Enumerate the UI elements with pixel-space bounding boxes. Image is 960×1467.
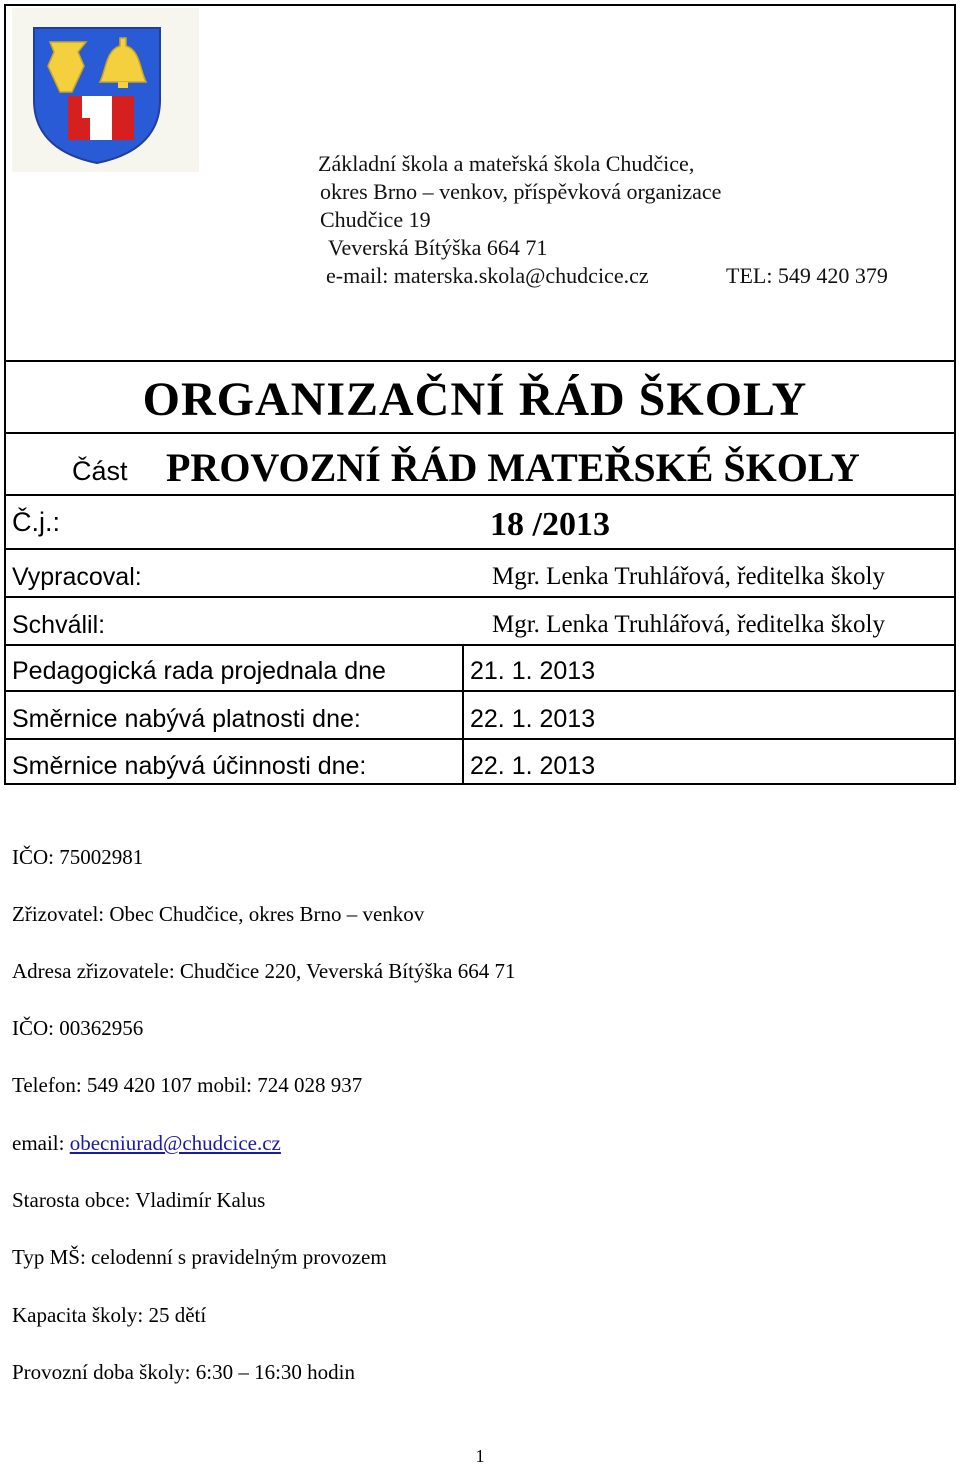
- founder-email: [12, 1131, 281, 1156]
- founder: Zřizovatel: Obec Chudčice, okres Brno – venkov: [12, 902, 425, 926]
- prepared-label: Vypracoval:: [12, 563, 142, 591]
- effect-label: Směrnice nabývá účinnosti dne:: [12, 752, 367, 780]
- column-divider: [462, 644, 464, 785]
- coat-of-arms: [12, 8, 199, 172]
- divider: [4, 738, 956, 740]
- approved-label: Schválil:: [12, 611, 106, 639]
- divider: [4, 596, 956, 598]
- cj-value: 18 /2013: [490, 506, 610, 543]
- council-value: 21. 1. 2013: [470, 657, 596, 685]
- prepared-value: Mgr. Lenka Truhlářová, ředitelka školy: [492, 563, 885, 590]
- validity-value: 22. 1. 2013: [470, 705, 596, 733]
- cj-label: Č.j.:: [12, 507, 61, 537]
- divider: [4, 690, 956, 692]
- approved-value: Mgr. Lenka Truhlářová, ředitelka školy: [492, 611, 885, 638]
- effect-value: 22. 1. 2013: [470, 752, 596, 780]
- school-email: e-mail: materska.skola@chudcice.cz: [326, 263, 649, 288]
- school-city: Veverská Bítýška 664 71: [328, 235, 548, 260]
- school-phone: TEL: 549 420 379: [726, 263, 888, 288]
- operating-hours: Provozní doba školy: 6:30 – 16:30 hodin: [12, 1360, 355, 1384]
- part-label: Část: [72, 456, 128, 486]
- founder-phone: Telefon: 549 420 107 mobil: 724 028 937: [12, 1073, 363, 1097]
- validity-label: Směrnice nabývá platnosti dne:: [12, 705, 361, 733]
- divider: [4, 548, 956, 550]
- school-ico: IČO: 75002981: [12, 845, 144, 869]
- document-subtitle: PROVOZNÍ ŘÁD MATEŘSKÉ ŠKOLY: [166, 445, 860, 490]
- document-title-text: ORGANIZAČNÍ ŘÁD ŠKOLY: [142, 373, 808, 426]
- email-link[interactable]: obecniurad@chudcice.cz: [69, 1131, 281, 1155]
- school-street: Chudčice 19: [320, 207, 431, 232]
- school-capacity: Kapacita školy: 25 dětí: [12, 1303, 207, 1327]
- school-district: okres Brno – venkov, příspěvková organizace: [320, 179, 722, 204]
- page-number: 1: [475, 1446, 485, 1466]
- council-label: Pedagogická rada projednala dne: [12, 657, 386, 685]
- email-label: email:: [12, 1131, 65, 1155]
- founder-ico: IČO: 00362956: [12, 1016, 144, 1040]
- document-title: [0, 372, 960, 427]
- divider: [4, 494, 956, 496]
- school-name: Základní škola a mateřská škola Chudčice,: [318, 151, 695, 176]
- divider: [4, 644, 956, 646]
- divider: [4, 360, 956, 362]
- founder-address: Adresa zřizovatele: Chudčice 220, Veverská Bítýška 664 71: [12, 959, 516, 983]
- divider: [4, 432, 956, 434]
- mayor: Starosta obce: Vladimír Kalus: [12, 1188, 266, 1212]
- coat-of-arms-icon: [12, 8, 199, 172]
- kindergarten-type: Typ MŠ: celodenní s pravidelným provozem: [12, 1245, 387, 1269]
